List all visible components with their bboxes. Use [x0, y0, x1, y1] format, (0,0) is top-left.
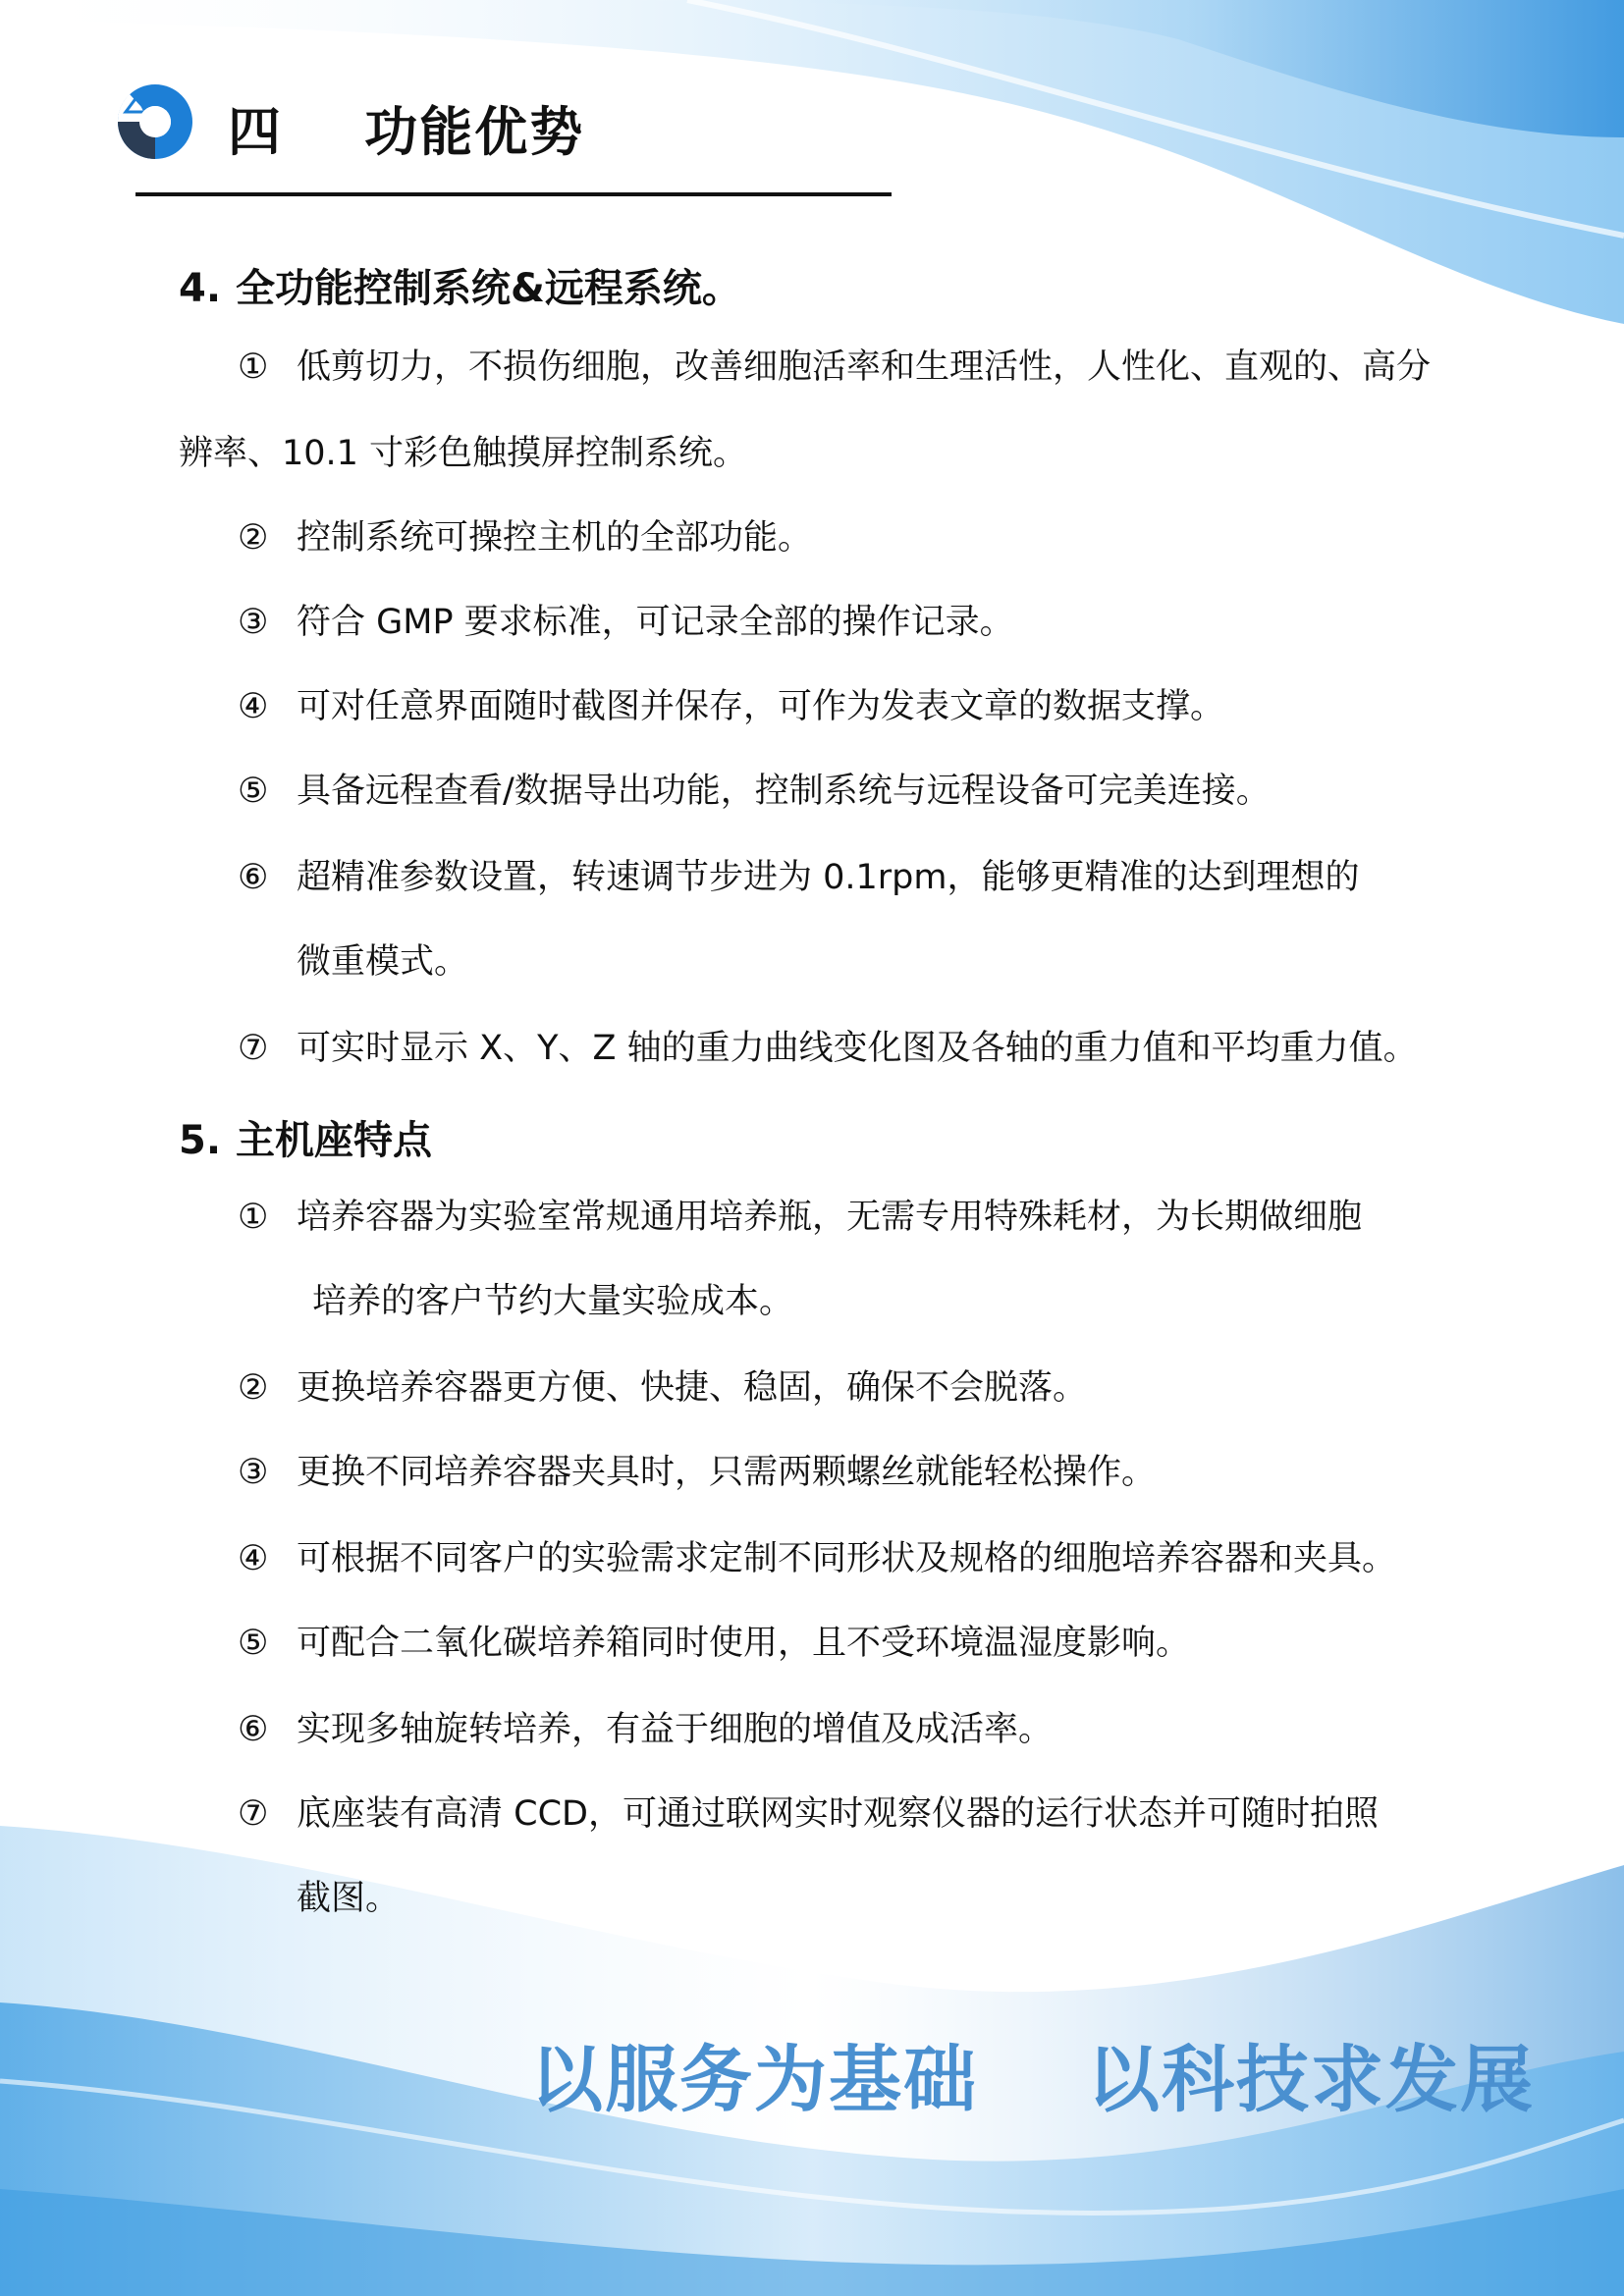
item-text: 可根据不同客户的实验需求定制不同形状及规格的细胞培养容器和夹具。 [297, 1539, 1397, 1578]
item-text: 可实时显示 X、Y、Z 轴的重力曲线变化图及各轴的重力值和平均重力值。 [297, 1029, 1418, 1068]
section-title: 全功能控制系统&远程系统。 [236, 266, 741, 311]
item-text: 超精准参数设置，转速调节步进为 0.1rpm，能够更精准的达到理想的 [297, 858, 1360, 897]
item-marker: ③ [238, 603, 269, 642]
item-marker: ④ [238, 687, 269, 726]
item-marker: ③ [238, 1453, 269, 1492]
item-text: 更换培养容器更方便、快捷、稳固，确保不会脱落。 [297, 1368, 1088, 1408]
item-text: 符合 GMP 要求标准，可记录全部的操作记录。 [297, 603, 1014, 642]
item-text: 可配合二氧化碳培养箱同时使用，且不受环境温湿度影响。 [297, 1624, 1191, 1663]
item-marker: ⑤ [238, 1624, 269, 1663]
item-text: 更换不同培养容器夹具时，只需两颗螺丝就能轻松操作。 [297, 1453, 1157, 1492]
item-marker: ② [238, 518, 269, 558]
section-heading [179, 1109, 432, 1165]
section-number: 4. [179, 266, 222, 311]
item-marker: ① [238, 1198, 269, 1237]
item-marker: ⑤ [238, 772, 269, 811]
item-text: 实现多轴旋转培养，有益于细胞的增值及成活率。 [297, 1710, 1054, 1749]
item-marker: ⑦ [238, 1029, 269, 1068]
section-number: 5. [179, 1118, 222, 1163]
item-text: 截图。 [297, 1879, 401, 1918]
item-text: 低剪切力，不损伤细胞，改善细胞活率和生理活性，人性化、直观的、高分 [297, 347, 1432, 387]
page-title: 四 功能优势 [228, 101, 585, 163]
header-divider [135, 192, 892, 196]
item-text: 底座装有高清 CCD，可通过联网实时观察仪器的运行状态并可随时拍照 [297, 1794, 1379, 1834]
item-marker: ① [238, 347, 269, 387]
item-text: 培养容器为实验室常规通用培养瓶，无需专用特殊耗材，为长期做细胞 [297, 1198, 1363, 1237]
item-marker: ⑥ [238, 858, 269, 897]
item-text: 具备远程查看/数据导出功能，控制系统与远程设备可完美连接。 [297, 772, 1271, 811]
list-item-continuation [297, 940, 468, 984]
item-text: 培养的客户节约大量实验成本。 [312, 1282, 794, 1321]
item-text: 微重模式。 [297, 942, 469, 982]
item-marker: ④ [238, 1539, 269, 1578]
circle-logo-icon [116, 82, 194, 161]
section-title: 主机座特点 [236, 1118, 432, 1163]
item-marker: ② [238, 1368, 269, 1408]
item-text: 控制系统可操控主机的全部功能。 [297, 518, 813, 558]
item-marker: ⑥ [238, 1710, 269, 1749]
footer-slogan: 以服务为基础 以科技求发展 [530, 2038, 1536, 2122]
section-heading [179, 257, 741, 313]
item-text: 辨率、10.1 寸彩色触摸屏控制系统。 [179, 434, 748, 473]
list-item-continuation [312, 1280, 793, 1323]
list-item-continuation [179, 432, 747, 475]
item-text: 可对任意界面随时截图并保存，可作为发表文章的数据支撑。 [297, 687, 1225, 726]
item-marker: ⑦ [238, 1794, 269, 1834]
list-item-continuation [297, 1877, 400, 1920]
